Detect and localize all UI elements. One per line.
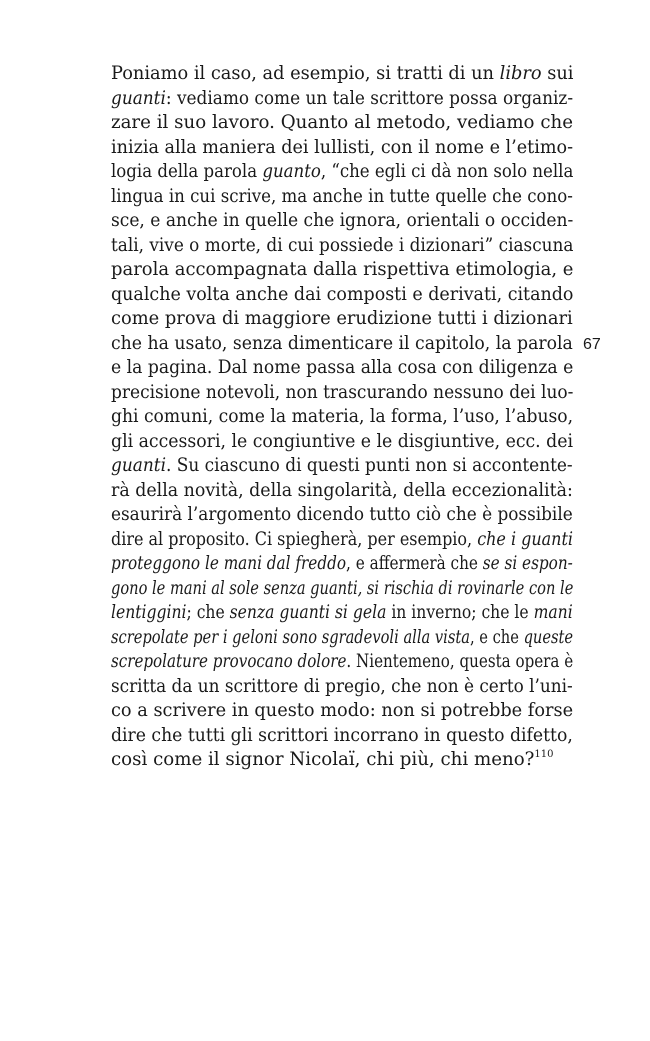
text-line bbox=[111, 552, 573, 577]
text-segment: sui bbox=[541, 63, 574, 84]
text-segment: precisione notevoli, non trascurando nessuno dei luo- bbox=[111, 381, 574, 403]
text-line bbox=[111, 626, 573, 651]
text-segment: qualche volta anche dai composti e derivati, citando bbox=[111, 283, 574, 305]
text-segment: , “che egli ci dà non solo nella bbox=[320, 161, 574, 182]
text-segment: lingua in cui scrive, ma anche in tutte quelle che cono- bbox=[111, 185, 573, 207]
italic-text: libro bbox=[499, 63, 542, 84]
footnote-reference: 110 bbox=[534, 749, 554, 760]
text-segment: così come il signor Nicolaï, chi più, chi meno? bbox=[111, 749, 535, 770]
text-line bbox=[111, 283, 573, 308]
text-segment: . Nientemeno, questa opera è bbox=[346, 651, 574, 672]
italic-text: guanti bbox=[111, 87, 166, 109]
italic-text: che i guanti bbox=[477, 528, 574, 550]
italic-text: mani bbox=[533, 602, 573, 623]
text-segment: , e affermerà che bbox=[346, 553, 483, 574]
italic-text: guanti bbox=[111, 455, 166, 476]
text-line bbox=[111, 136, 573, 161]
italic-text: guanto bbox=[262, 161, 321, 182]
text-segment: sce, e anche in quelle che ignora, orientali o occiden- bbox=[111, 210, 574, 231]
text-segment: zare il suo lavoro. Quanto al metodo, vediamo che bbox=[111, 112, 573, 133]
text-line bbox=[111, 650, 573, 675]
text-line bbox=[111, 332, 573, 357]
text-segment: , e che bbox=[469, 626, 524, 648]
text-segment: rà della novità, della singolarità, della eccezionalità: bbox=[111, 479, 573, 501]
text-line bbox=[111, 62, 573, 87]
italic-text: senza guanti si gela bbox=[229, 602, 387, 623]
text-segment: inizia alla maniera dei lullisti, con il nome e l’etimo- bbox=[111, 136, 574, 158]
text-line bbox=[111, 185, 573, 210]
text-line bbox=[111, 356, 573, 381]
text-segment: co a scrivere in questo modo: non si potrebbe forse bbox=[111, 700, 574, 721]
text-line bbox=[111, 258, 573, 283]
text-line bbox=[111, 454, 573, 479]
italic-text: screpolate per i geloni sono sgradevoli alla vista bbox=[111, 626, 470, 648]
text-segment: parola accompagnata dalla rispettiva etimologia, e bbox=[111, 259, 574, 280]
text-segment: : vediamo come un tale scrittore possa organiz- bbox=[165, 87, 574, 109]
text-segment: che ha usato, senza dimenticare il capitolo, la parola bbox=[111, 332, 573, 354]
italic-text: lentiggini bbox=[111, 602, 187, 623]
text-line bbox=[111, 111, 573, 136]
text-segment: dire che tutti gli scrittori incorrano in questo difetto, bbox=[111, 724, 573, 746]
text-segment: Poniamo il caso, ad esempio, si tratti di un bbox=[111, 63, 500, 84]
text-segment: ; che bbox=[186, 602, 230, 623]
italic-text: screpolature provocano dolore bbox=[111, 651, 347, 672]
italic-text: queste bbox=[523, 626, 574, 648]
text-line bbox=[111, 577, 573, 602]
text-segment: gli accessori, le congiuntive e le disgiuntive, ecc. dei bbox=[111, 430, 574, 452]
italic-text: proteggono le mani dal freddo bbox=[111, 553, 347, 574]
text-segment: scritta da un scrittore di pregio, che non è certo l’uni- bbox=[111, 675, 573, 697]
italic-text: gono le mani al sole senza guanti, si rischia di rovinarle con le bbox=[111, 577, 574, 599]
text-line bbox=[111, 748, 573, 773]
text-line bbox=[111, 503, 573, 528]
text-line bbox=[111, 87, 573, 112]
text-line bbox=[111, 234, 573, 259]
text-segment: come prova di maggiore erudizione tutti i dizionari bbox=[111, 308, 573, 329]
text-line bbox=[111, 699, 573, 724]
text-segment: ghi comuni, come la materia, la forma, l’uso, l’abuso, bbox=[111, 406, 574, 427]
body-text bbox=[111, 62, 573, 773]
text-line bbox=[111, 528, 573, 553]
page-number: 67 bbox=[583, 336, 601, 353]
text-line bbox=[111, 405, 573, 430]
text-segment: esaurirà l’argomento dicendo tutto ciò che è possibile bbox=[111, 504, 573, 525]
text-line bbox=[111, 675, 573, 700]
text-segment: tali, vive o morte, di cui possiede i dizionari” ciascuna bbox=[111, 234, 574, 256]
text-segment: in inverno; che le bbox=[386, 602, 534, 623]
text-line bbox=[111, 381, 573, 406]
text-segment: dire al proposito. Ci spiegherà, per esempio, bbox=[111, 528, 478, 550]
text-line bbox=[111, 307, 573, 332]
text-line bbox=[111, 160, 573, 185]
text-segment: logia della parola bbox=[111, 161, 263, 182]
text-line bbox=[111, 601, 573, 626]
italic-text: se si espon- bbox=[482, 553, 573, 574]
text-line bbox=[111, 209, 573, 234]
text-segment: e la pagina. Dal nome passa alla cosa con diligenza e bbox=[111, 357, 574, 378]
text-line bbox=[111, 430, 573, 455]
text-line bbox=[111, 479, 573, 504]
text-line bbox=[111, 724, 573, 749]
text-segment: . Su ciascuno di questi punti non si accontente- bbox=[165, 455, 573, 476]
